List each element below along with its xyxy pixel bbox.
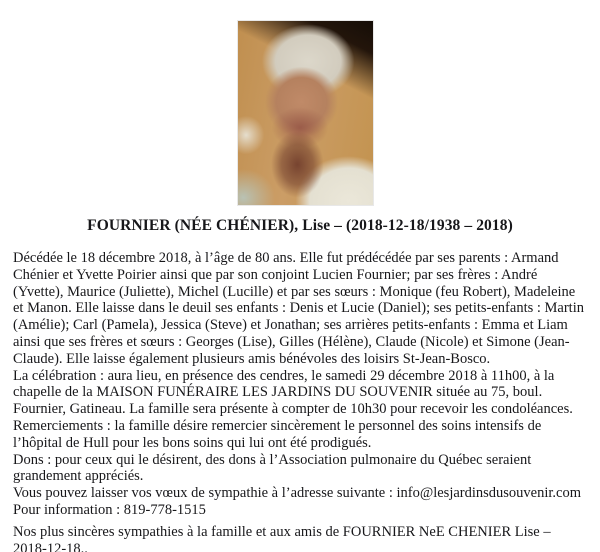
obituary-paragraph-celebration: La célébration : aura lieu, en présence des cendres, le samedi 29 décembre 2018 à 11h00, à la chapelle de la MAISON FUNÉRAIRE LES JARDINS DU SOUVENIR située au 75, boul. Fournier, Gatineau. La famille sera présente à compter de 10h30 pour recevoir les condoléances. xyxy=(13,367,573,418)
obituary-paragraph-family: Décédée le 18 décembre 2018, à l’âge de 80 ans. Elle fut prédécédée par ses parents : Armand Chénier et Yvette Poirier ainsi que par son conjoint Lucien Fournier; par ses frères : André (Yvette), Maurice (Juliette), Michel (Lucille) et par ses sœurs : Monique (feu Robert), Madeleine et Manon. Elle laisse dans le deuil ses enfants : Denis et Lucie (Daniel); ses petits-enfants : Martin (Amélie); Carl (Pamela), Jessica (Steve) et Jonathan; ses arrières petits-enfants : Emma et Liam ainsi que ses frères et sœurs : Georges (Lise), Gilles (Hélène), Claude (Nicole) et Simone (Jean-Claude). Elle laisse également plusieurs amis bénévoles des loisirs St-Jean-Bosco. xyxy=(13,250,584,367)
obituary-paragraph-dons: Dons : pour ceux qui le désirent, des dons à l’Association pulmonaire du Québec seraient grandement appréciés. xyxy=(13,451,532,485)
portrait-photo-container xyxy=(0,0,600,205)
obituary-paragraph-sympathy-email: Vous pouvez laisser vos vœux de sympathie à l’adresse suivante : info@lesjardinsdusouvenir.com xyxy=(13,485,582,502)
obituary-body xyxy=(13,250,588,552)
portrait-photo xyxy=(238,21,373,205)
obituary-title: FOURNIER (NÉE CHÉNIER), Lise – (2018-12-18/1938 – 2018) xyxy=(87,217,513,234)
closing-line-2: 2018-12-18.. xyxy=(13,540,88,552)
obituary-paragraph-phone: Pour information : 819-778-1515 xyxy=(13,501,206,518)
closing-note xyxy=(13,524,588,552)
obituary-paragraph-remerciements: Remerciements : la famille désire remercier sincèrement le personnel des soins intensifs de l’hôpital de Hull pour les bons soins qui lui ont été prodigués. xyxy=(13,417,542,451)
closing-line-1: Nos plus sincères sympathies à la famille et aux amis de FOURNIER NeE CHENIER Lise – xyxy=(13,523,551,540)
